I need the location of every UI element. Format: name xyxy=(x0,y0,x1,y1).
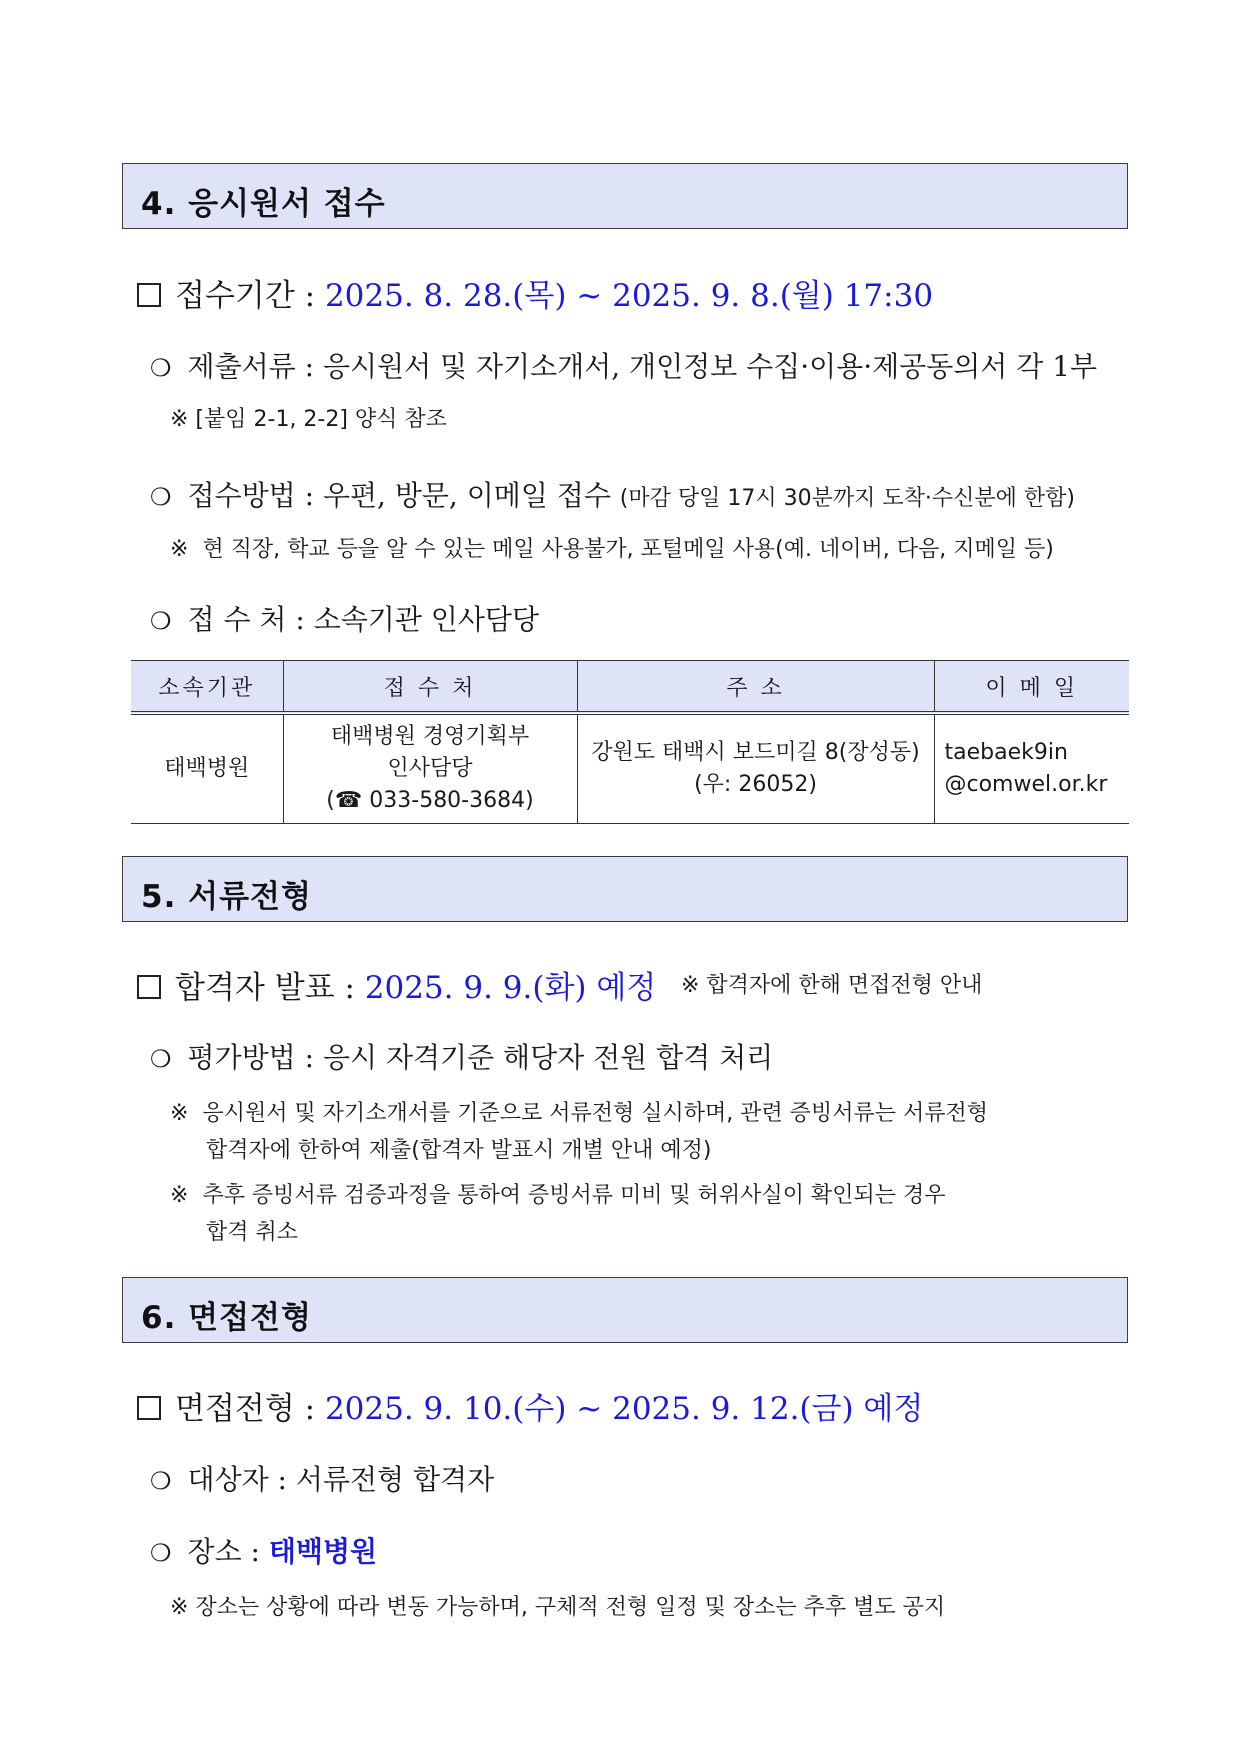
announce-label: 합격자 발표 : xyxy=(175,970,355,1006)
email-line1: taebaek9in xyxy=(944,740,1068,766)
location-value: 태백병원 xyxy=(268,1535,378,1568)
reception-period-line xyxy=(137,270,933,315)
table-cell-email xyxy=(934,713,1129,824)
evaluation-note-1 xyxy=(170,1096,988,1127)
reception-table xyxy=(131,660,1129,824)
checkbox-icon xyxy=(137,975,161,999)
reference-mark: ※ xyxy=(170,1183,189,1208)
section-4-header xyxy=(122,163,1128,229)
office-line2: 인사담당 xyxy=(387,756,473,782)
circle-bullet-icon: ❍ xyxy=(150,1045,172,1073)
evaluation-note-2-line2: 합격 취소 xyxy=(206,1220,299,1245)
announce-value: 2025. 9. 9.(화) 예정 xyxy=(364,970,657,1006)
table-header-office: 접 수 처 xyxy=(283,661,577,714)
reference-mark: ※ xyxy=(170,1101,189,1126)
place-label: 접 수 처 : 소속기관 인사담당 xyxy=(187,603,539,636)
location-label: 장소 : xyxy=(187,1535,260,1568)
location-line xyxy=(150,1530,377,1570)
reception-period-value: 2025. 8. 28.(목) ~ 2025. 9. 8.(월) 17:30 xyxy=(324,278,934,314)
email-line2: @comwel.or.kr xyxy=(944,772,1108,797)
documents-note: ※ [붙임 2-1, 2-2] 양식 참조 xyxy=(170,407,447,432)
place-line xyxy=(150,598,539,638)
table-header-address: 주 소 xyxy=(577,661,934,714)
section-6-header xyxy=(122,1277,1128,1343)
section-4-title: 4. 응시원서 접수 xyxy=(141,186,386,222)
circle-bullet-icon: ❍ xyxy=(150,1539,172,1567)
evaluation-note-1-line1: 응시원서 및 자기소개서를 기준으로 서류전형 실시하며, 관련 증빙서류는 서류전형 xyxy=(202,1101,988,1126)
address-line1: 강원도 태백시 보드미길 8(장성동) xyxy=(591,740,920,766)
office-line1: 태백병원 경영기획부 xyxy=(330,724,530,750)
evaluation-line xyxy=(150,1036,773,1076)
table-row xyxy=(131,713,1129,824)
announce-note: ※ 합격자에 한해 면접전형 안내 xyxy=(681,973,983,998)
table-cell-address xyxy=(577,713,934,824)
documents-line xyxy=(150,345,1097,385)
section-5-header xyxy=(122,856,1128,922)
target-label: 대상자 : 서류전형 합격자 xyxy=(187,1463,495,1496)
interview-line xyxy=(137,1383,923,1428)
section-6-title: 6. 면접전형 xyxy=(141,1300,312,1336)
circle-bullet-icon: ❍ xyxy=(150,354,172,382)
circle-bullet-icon: ❍ xyxy=(150,483,172,511)
section-5-title: 5. 서류전형 xyxy=(141,879,312,915)
location-note: ※ 장소는 상황에 따라 변동 가능하며, 구체적 전형 일정 및 장소는 추후 별도 공지 xyxy=(170,1595,946,1620)
checkbox-icon xyxy=(137,283,161,307)
table-header-email: 이 메 일 xyxy=(934,661,1129,714)
method-note-text: 현 직장, 학교 등을 알 수 있는 메일 사용불가, 포털메일 사용(예. 네이버, 다음, 지메일 등) xyxy=(202,537,1054,562)
checkbox-icon xyxy=(137,1396,161,1420)
documents-label: 제출서류 : 응시원서 및 자기소개서, 개인정보 수집·이용·제공동의서 각 1부 xyxy=(187,350,1098,383)
office-phone: (☎ 033-580-3684) xyxy=(326,787,534,813)
reception-period-label: 접수기간 : xyxy=(175,278,316,314)
announce-line xyxy=(137,962,656,1007)
method-paren: (마감 당일 17시 30분까지 도착·수신분에 한함) xyxy=(619,486,1075,511)
evaluation-note-2-line1: 추후 증빙서류 검증과정을 통하여 증빙서류 미비 및 허위사실이 확인되는 경우 xyxy=(202,1183,946,1208)
target-line xyxy=(150,1458,494,1498)
circle-bullet-icon: ❍ xyxy=(150,1467,172,1495)
method-label: 접수방법 : 우편, 방문, 이메일 접수 xyxy=(187,479,611,512)
interview-label: 면접전형 : xyxy=(175,1391,316,1427)
evaluation-note-2 xyxy=(170,1178,945,1209)
interview-value: 2025. 9. 10.(수) ~ 2025. 9. 12.(금) 예정 xyxy=(324,1391,924,1427)
table-cell-org: 태백병원 xyxy=(131,713,283,824)
reference-mark: ※ xyxy=(170,537,189,562)
table-header-org: 소속기관 xyxy=(131,661,283,714)
table-header-row xyxy=(131,661,1129,714)
method-note xyxy=(170,532,1054,563)
circle-bullet-icon: ❍ xyxy=(150,607,172,635)
evaluation-note-1-line2: 합격자에 한하여 제출(합격자 발표시 개별 안내 예정) xyxy=(206,1138,712,1163)
evaluation-label: 평가방법 : 응시 자격기준 해당자 전원 합격 처리 xyxy=(187,1041,774,1074)
table-cell-office xyxy=(283,713,577,824)
method-line xyxy=(150,474,1075,514)
address-line2: (우: 26052) xyxy=(694,772,817,797)
